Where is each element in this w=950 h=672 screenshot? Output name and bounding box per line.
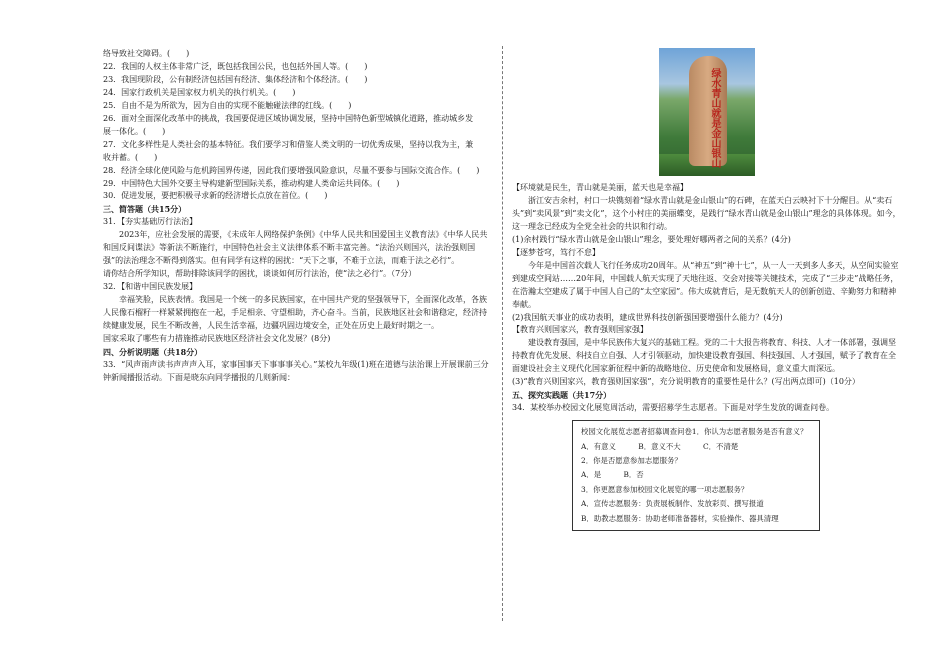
left-line: 25．自由不是为所欲为，因为自由的实现不能触碰法律的红线。( ) (103, 100, 352, 110)
right-line: (3)“教育兴则国家兴，教育强则国家强”，充分说明教育的重要性是什么？(写出两点即可)（10分） (512, 377, 860, 387)
right-line: 【环境就是民生，青山就是美丽，蓝天也是幸福】 (512, 183, 688, 192)
left-line: 四、分析说明题（共18分） (103, 346, 203, 357)
survey-q1-opt-c: C．不清楚 (703, 441, 739, 451)
right-line: (1)余村践行“绿水青山就是金山银山”理念，要处理好哪两者之间的关系？(4分) (512, 234, 791, 244)
left-line: 幸福笑脸，民族表情。我国是一个统一的多民族国家，在中国共产党的坚强领导下，全面深化改革，各族人民像石榴籽一样紧紧拥抱在一起，手足相亲、守望相助，齐心奋斗。当前，民族地区社会和谐稳定，经济持续健康发展，民生不断改善，人民生活幸福，边疆巩固边境安全，正处在历史上最好时期之一。 (103, 295, 487, 331)
survey-q1: 校园文化展览志愿者招募调查问卷1．你认为志愿者服务是否有意义？ (581, 427, 808, 437)
survey-q2: 2．你是否愿意参加志愿服务？ (581, 456, 682, 466)
right-line: 34．某校举办校园文化展览周活动，需要招募学生志愿者。下面是对学生发放的调查问卷。 (512, 403, 835, 413)
left-line: 31．【夯实基础厉行法治】 (103, 217, 198, 227)
left-column (103, 48, 490, 385)
left-line: 络导致社交障碍。( ) (103, 49, 190, 58)
left-line: 24．国家行政机关是国家权力机关的执行机关。( ) (103, 87, 296, 97)
left-line: 收并蓄。( ) (103, 152, 158, 162)
column-divider (502, 46, 503, 621)
left-line: 30．促进发展，要把积极寻求新的经济增长点放在首位。( ) (103, 191, 328, 201)
left-line: 26．面对全面深化改革中的挑战，我国要促进区域协调发展，坚持中国特色新型城镇化道路，推动城乡发 (103, 113, 474, 123)
right-line: 今年是中国首次载人飞行任务成功20周年。从“神五”到“神十七”，从一人一天到多人多天，从空间实验室到建成空间站……20年间，中国载人航天实现了天地往返、交会对接等关键技术，完成了“三步走”战略任务，在浩瀚太空建成了属于中国人自己的“太空家园”。伟大成就背后，是无数航天人的创新创造、辛勤努力和精神奉献。 (512, 260, 899, 309)
left-line: 三、简答题（共15分） (103, 204, 187, 215)
left-line: 28．经济全球化使风险与危机跨国界传递，因此我们要增强风险意识，尽量不要参与国际交流合作。( ) (103, 165, 480, 175)
right-column (512, 48, 902, 531)
survey-q2-opt-a: A．是 (581, 470, 602, 480)
right-line: (2)我国航天事业的成功表明，建成世界科技创新强国要增强什么能力？(4分) (512, 312, 783, 322)
right-line: 【教育兴则国家兴，教育强则国家强】 (512, 325, 648, 335)
left-line: 请你结合所学知识，帮助排除该同学的困扰，谈谈如何厉行法治，使“法之必行”。（7分） (103, 269, 417, 279)
survey-q2-options (581, 468, 811, 482)
right-line: 五、探究实践题（共17分） (512, 390, 612, 401)
right-line: 浙江安吉余村，村口一块镌刻着“绿水青山就是金山银山”的石碑，在蓝天白云映衬下十分醒目。从“卖石头”到“卖风景”到“卖文化”，这个小村庄的美丽蝶变，是践行“绿水青山就是金山银山”理念的具体体现。如今，这一理念已经成为全党全社会的共识和行动。 (512, 195, 901, 231)
survey-q1-options (581, 440, 811, 454)
left-line: 27．文化多样性是人类社会的基本特征。我们要学习和借鉴人类文明的一切优秀成果，坚持以我为主，兼 (103, 139, 474, 149)
stone-monument-photo (659, 48, 755, 176)
left-line: 2023年，应社会发展的需要，《未成年人网络保护条例》《中华人民共和国爱国主义教育法》《中华人民共和国反间谍法》等新法不断施行，中国特色社会主义法律体系不断丰富完善。“法治兴则国兴，法治强则国强”的法治理念不断得到落实。但有同学有这样的困扰：“天下之事，不难于立法，而难于法之必行”。 (103, 230, 488, 266)
left-line: 33．“风声雨声读书声声声入耳，家事国事天下事事事关心。”某校九年级(1)班在道德与法治课上开展课前三分钟新闻播报活动。下面是晓东向同学播报的几则新闻： (103, 359, 489, 382)
left-line: 23．我国现阶段，公有制经济包括国有经济、集体经济和个体经济。( ) (103, 74, 368, 84)
stone-inscription: 绿水青山就是金山银山 (709, 68, 720, 168)
left-line: 32．【和谐中国民族发展】 (103, 282, 198, 292)
left-line: 29．中国特色大国外交要主导构建新型国际关系，推动构建人类命运共同体。( ) (103, 178, 400, 188)
survey-box (572, 420, 820, 531)
left-line: 22．我国的人权主体非常广泛，既包括我国公民，也包括外国人等。( ) (103, 61, 368, 71)
left-line: 国家采取了哪些有力措施推动民族地区经济社会文化发展？(8分) (103, 333, 331, 343)
survey-q3-opt-b: B．助教志愿服务：协助老师准备器材，实验操作、器具清理 (581, 513, 779, 523)
left-line: 展一体化。( ) (103, 126, 166, 136)
right-text (512, 182, 902, 415)
survey-q1-opt-b: B．意义不大 (638, 441, 681, 451)
survey-q3-opt-a: A．宣传志愿服务：负责展板制作、发放彩页、撰写报道 (581, 499, 764, 509)
survey-q2-opt-b: B．否 (623, 470, 644, 480)
survey-q3: 3．你更愿意参加校园文化展览的哪一项志愿服务？ (581, 484, 749, 494)
right-line: 建设教育强国，是中华民族伟大复兴的基础工程。党的二十大报告将教育、科技、人才一体部署，强调坚持教育优先发展、科技自立自强、人才引领驱动，加快建设教育强国、科技强国、人才强国，赋予了教育在全面建设社会主义现代化国家新征程中新的战略地位、历史使命和发展格局，意义重大而深远。 (512, 338, 896, 374)
survey-q1-opt-a: A．有意义 (581, 441, 616, 451)
right-line: 【逐梦苍穹，笃行不怠】 (512, 247, 600, 257)
